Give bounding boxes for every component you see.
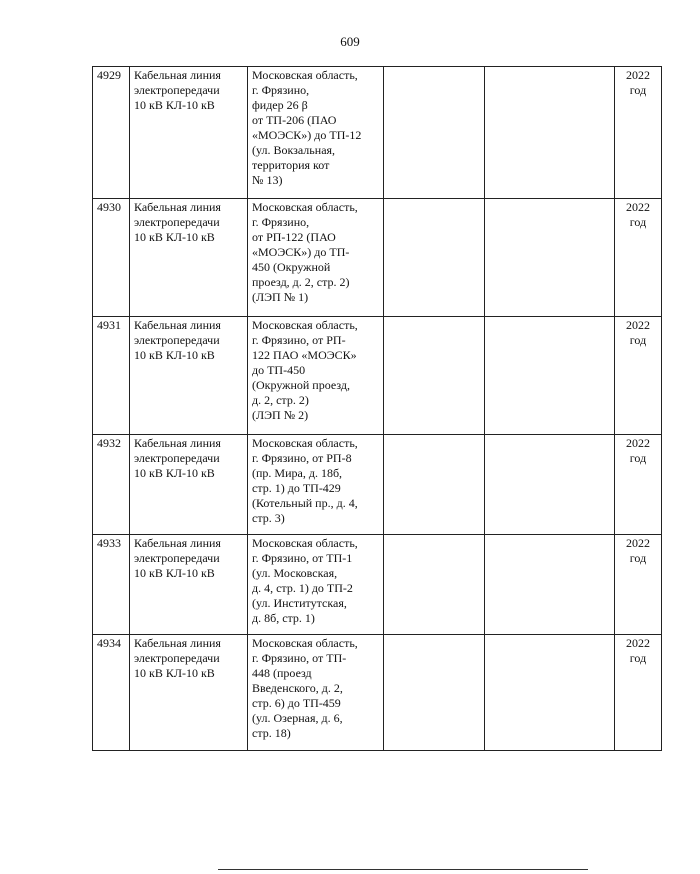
- empty-cell: [384, 635, 485, 751]
- table-row: [93, 199, 662, 317]
- row-number-cell: 4932: [93, 435, 130, 535]
- address-cell: Московская область, г. Фрязино, от ТП- 448 (проезд Введенского, д. 2, стр. 6) до ТП-459 (ул. Озерная, д. 6, стр. 18): [248, 635, 384, 751]
- row-number-cell: 4930: [93, 199, 130, 317]
- year-cell: 2022 год: [615, 635, 662, 751]
- address-cell: Московская область, г. Фрязино, от РП- 122 ПАО «МОЭСК» до ТП-450 (Окружной проезд, д. 2, стр. 2) (ЛЭП № 2): [248, 317, 384, 435]
- empty-cell: [485, 535, 615, 635]
- year-cell: 2022 год: [615, 435, 662, 535]
- page-number: 609: [340, 34, 360, 49]
- empty-cell: [485, 317, 615, 435]
- address-cell: Московская область, г. Фрязино, от РП-8 (пр. Мира, д. 18б, стр. 1) до ТП-429 (Котельный пр., д. 4, стр. 3): [248, 435, 384, 535]
- empty-cell: [384, 67, 485, 199]
- empty-cell: [485, 635, 615, 751]
- row-number-cell: 4931: [93, 317, 130, 435]
- object-name-cell: Кабельная линия электропередачи 10 кВ КЛ-10 кВ: [130, 535, 248, 635]
- registry-table: [92, 66, 662, 751]
- footer-divider: [218, 869, 588, 870]
- table-row: [93, 317, 662, 435]
- table-row: [93, 435, 662, 535]
- object-name-cell: Кабельная линия электропередачи 10 кВ КЛ-10 кВ: [130, 67, 248, 199]
- row-number-cell: 4933: [93, 535, 130, 635]
- empty-cell: [485, 67, 615, 199]
- empty-cell: [384, 199, 485, 317]
- object-name-cell: Кабельная линия электропередачи 10 кВ КЛ-10 кВ: [130, 435, 248, 535]
- table-row: [93, 635, 662, 751]
- table-row: [93, 67, 662, 199]
- address-cell: Московская область, г. Фрязино, фидер 26 β от ТП-206 (ПАО «МОЭСК») до ТП-12 (ул. Вокзальная, территория кот № 13): [248, 67, 384, 199]
- object-name-cell: Кабельная линия электропередачи 10 кВ КЛ-10 кВ: [130, 199, 248, 317]
- row-number-cell: 4929: [93, 67, 130, 199]
- year-cell: 2022 год: [615, 535, 662, 635]
- table-row: [93, 535, 662, 635]
- year-cell: 2022 год: [615, 67, 662, 199]
- year-cell: 2022 год: [615, 317, 662, 435]
- empty-cell: [485, 199, 615, 317]
- object-name-cell: Кабельная линия электропередачи 10 кВ КЛ-10 кВ: [130, 635, 248, 751]
- year-cell: 2022 год: [615, 199, 662, 317]
- empty-cell: [384, 317, 485, 435]
- row-number-cell: 4934: [93, 635, 130, 751]
- address-cell: Московская область, г. Фрязино, от РП-122 (ПАО «МОЭСК») до ТП- 450 (Окружной проезд, д. 2, стр. 2) (ЛЭП № 1): [248, 199, 384, 317]
- empty-cell: [384, 435, 485, 535]
- object-name-cell: Кабельная линия электропередачи 10 кВ КЛ-10 кВ: [130, 317, 248, 435]
- address-cell: Московская область, г. Фрязино, от ТП-1 (ул. Московская, д. 4, стр. 1) до ТП-2 (ул. Институтская, д. 8б, стр. 1): [248, 535, 384, 635]
- empty-cell: [485, 435, 615, 535]
- empty-cell: [384, 535, 485, 635]
